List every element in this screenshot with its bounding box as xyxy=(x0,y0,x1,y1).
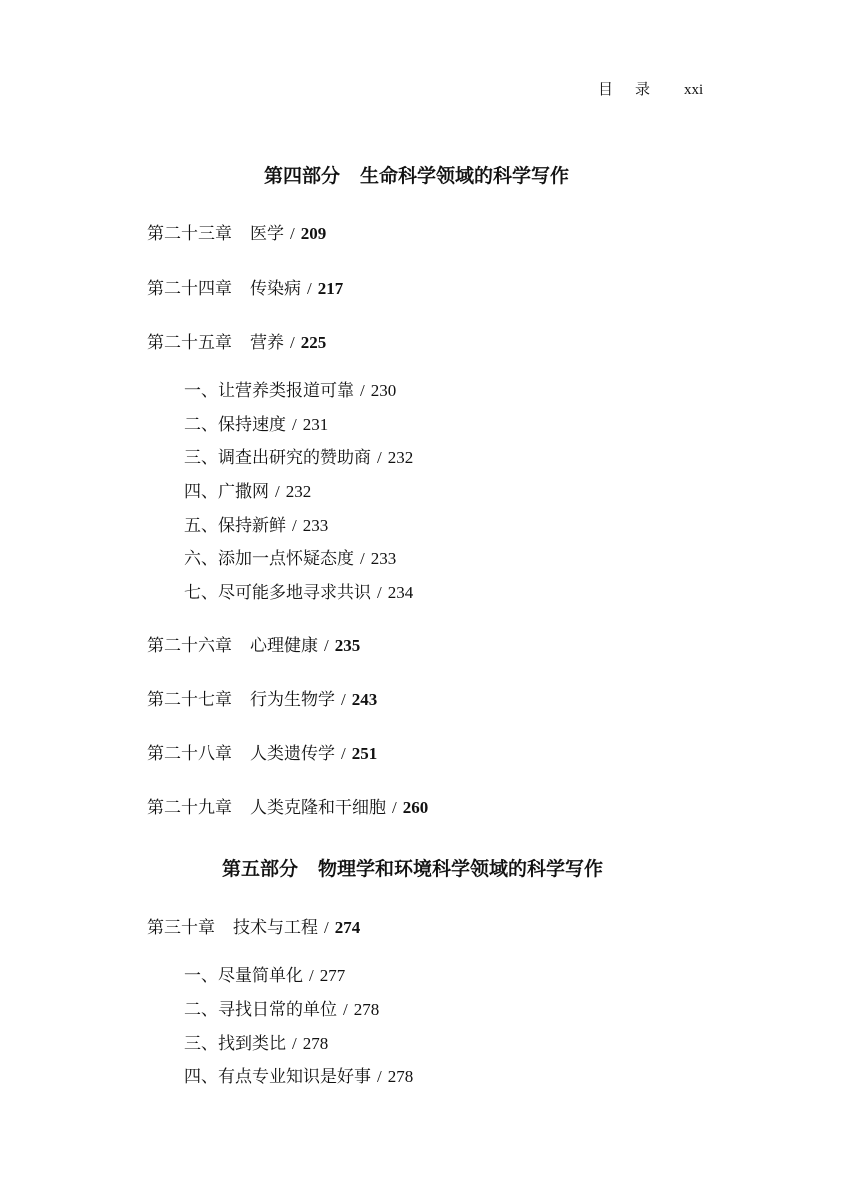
chapter-number: 第二十五章 xyxy=(147,333,232,353)
toc-section[interactable] xyxy=(184,578,413,603)
part-title-4[interactable] xyxy=(264,161,569,188)
chapter-title: 人类遗传学 xyxy=(250,744,335,764)
part-title-5[interactable] xyxy=(222,854,603,881)
chapter-number: 第二十四章 xyxy=(147,279,232,299)
toc-chapter-29[interactable] xyxy=(147,793,428,818)
section-page-number: 277 xyxy=(319,966,346,985)
chapter-page-number: 274 xyxy=(334,918,361,937)
section-page-number: 233 xyxy=(370,549,397,568)
page-separator: / xyxy=(392,798,397,817)
chapter-page-number: 209 xyxy=(300,224,327,243)
page-separator: / xyxy=(360,381,365,400)
section-page-number: 233 xyxy=(302,516,329,535)
page-separator: / xyxy=(290,333,295,352)
section-title: 四、有点专业知识是好事 xyxy=(184,1067,371,1087)
page-separator: / xyxy=(275,482,280,501)
page-separator: / xyxy=(341,744,346,763)
chapter-title: 人类克隆和干细胞 xyxy=(250,798,386,818)
chapter-page-number: 217 xyxy=(317,279,344,298)
chapter-title: 医学 xyxy=(250,224,284,244)
section-title: 三、调查出研究的赞助商 xyxy=(184,448,371,468)
page-separator: / xyxy=(324,636,329,655)
toc-section[interactable] xyxy=(184,961,345,986)
chapter-title: 营养 xyxy=(250,333,284,353)
section-title: 六、添加一点怀疑态度 xyxy=(184,549,354,569)
section-title: 三、找到类比 xyxy=(184,1034,286,1054)
toc-section[interactable] xyxy=(184,376,396,401)
section-title: 一、尽量简单化 xyxy=(184,966,303,986)
section-title: 五、保持新鲜 xyxy=(184,516,286,536)
page-separator: / xyxy=(360,549,365,568)
toc-chapter-27[interactable] xyxy=(147,685,377,710)
toc-chapter-24[interactable] xyxy=(147,274,343,299)
page-separator: / xyxy=(292,415,297,434)
section-page-number: 278 xyxy=(302,1034,329,1053)
part-number: 第五部分 xyxy=(222,858,299,880)
toc-section[interactable] xyxy=(184,477,311,502)
running-head xyxy=(598,78,703,99)
page-separator: / xyxy=(292,1034,297,1053)
page-separator: / xyxy=(309,966,314,985)
section-title: 二、保持速度 xyxy=(184,415,286,435)
chapter-page-number: 243 xyxy=(351,690,378,709)
part-title-text: 生命科学领域的科学写作 xyxy=(360,165,570,187)
section-title: 二、寻找日常的单位 xyxy=(184,1000,337,1020)
chapter-page-number: 251 xyxy=(351,744,378,763)
toc-section[interactable] xyxy=(184,511,328,536)
toc-section[interactable] xyxy=(184,443,413,468)
section-page-number: 278 xyxy=(353,1000,380,1019)
page-separator: / xyxy=(290,224,295,243)
running-head-page-number: xxi xyxy=(684,82,704,98)
chapter-page-number: 225 xyxy=(300,333,327,352)
chapter-number: 第二十六章 xyxy=(147,636,232,656)
section-page-number: 278 xyxy=(387,1067,414,1086)
page-separator: / xyxy=(292,516,297,535)
toc-chapter-30[interactable] xyxy=(147,913,360,938)
page-separator: / xyxy=(377,1067,382,1086)
chapter-number: 第三十章 xyxy=(147,918,215,938)
chapter-title: 技术与工程 xyxy=(233,918,318,938)
section-page-number: 232 xyxy=(387,448,414,467)
section-page-number: 231 xyxy=(302,415,329,434)
part-title-text: 物理学和环境科学领域的科学写作 xyxy=(318,858,604,880)
page-separator: / xyxy=(324,918,329,937)
section-page-number: 230 xyxy=(370,381,397,400)
part-number: 第四部分 xyxy=(264,165,341,187)
section-page-number: 234 xyxy=(387,583,414,602)
section-page-number: 232 xyxy=(285,482,312,501)
chapter-number: 第二十三章 xyxy=(147,224,232,244)
page-separator: / xyxy=(377,583,382,602)
page-separator: / xyxy=(343,1000,348,1019)
section-title: 七、尽可能多地寻求共识 xyxy=(184,583,371,603)
chapter-number: 第二十八章 xyxy=(147,744,232,764)
toc-section[interactable] xyxy=(184,410,328,435)
toc-chapter-26[interactable] xyxy=(147,631,360,656)
page-separator: / xyxy=(307,279,312,298)
page-separator: / xyxy=(341,690,346,709)
section-title: 四、广撒网 xyxy=(184,482,269,502)
toc-chapter-23[interactable] xyxy=(147,219,326,244)
chapter-page-number: 235 xyxy=(334,636,361,655)
chapter-title: 行为生物学 xyxy=(250,690,335,710)
chapter-number: 第二十七章 xyxy=(147,690,232,710)
toc-section[interactable] xyxy=(184,1062,413,1087)
chapter-title: 传染病 xyxy=(250,279,301,299)
toc-chapter-28[interactable] xyxy=(147,739,377,764)
chapter-page-number: 260 xyxy=(402,798,429,817)
toc-chapter-25[interactable] xyxy=(147,328,326,353)
toc-section[interactable] xyxy=(184,1029,328,1054)
running-head-title: 目录 xyxy=(598,80,673,98)
page-separator: / xyxy=(377,448,382,467)
toc-section[interactable] xyxy=(184,995,379,1020)
section-title: 一、让营养类报道可靠 xyxy=(184,381,354,401)
chapter-number: 第二十九章 xyxy=(147,798,232,818)
toc-section[interactable] xyxy=(184,544,396,569)
chapter-title: 心理健康 xyxy=(250,636,318,656)
